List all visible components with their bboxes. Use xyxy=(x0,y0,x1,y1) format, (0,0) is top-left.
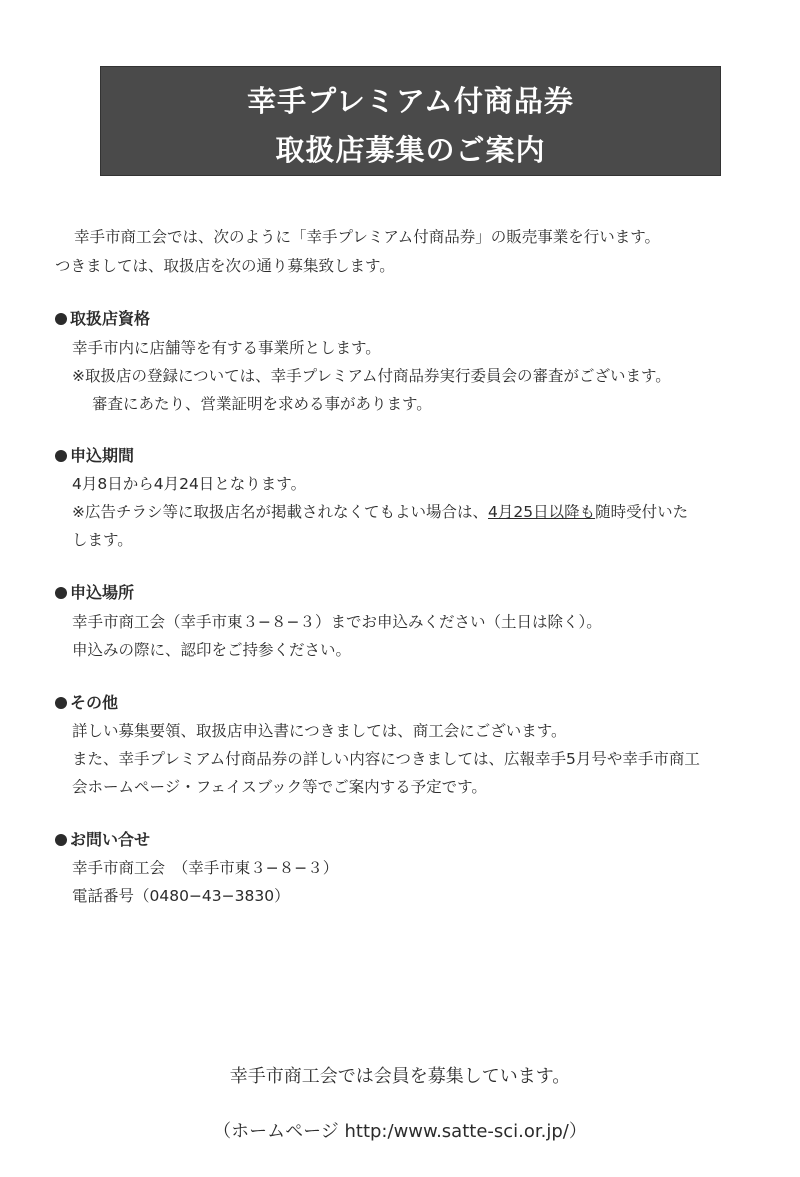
title-banner xyxy=(100,66,721,176)
bullet-icon xyxy=(55,587,67,599)
period-line-2: ※広告チラシ等に取扱店名が掲載されなくてもよい場合は、4月25日以降も随時受付いた xyxy=(72,503,689,521)
intro-line-2: つきましては、取扱店を次の通り募集致します。 xyxy=(55,257,395,275)
bullet-icon xyxy=(55,313,67,325)
section-heading-contact: お問い合せ xyxy=(55,830,150,850)
other-line-2: また、幸手プレミアム付商品券の詳しい内容につきましては、広報幸手5月号や幸手市商工 xyxy=(72,750,700,768)
contact-line-1: 幸手市商工会 （幸手市東３−８−３） xyxy=(72,859,339,877)
section-heading-place: 申込場所 xyxy=(55,583,134,603)
other-line-3: 会ホームページ・フェイスブック等でご案内する予定です。 xyxy=(72,778,487,796)
section-heading-other: その他 xyxy=(55,693,118,713)
period-line-3: します。 xyxy=(72,531,133,549)
place-line-1: 幸手市商工会（幸手市東３−８−３）までお申込みください（土日は除く）。 xyxy=(72,613,602,631)
bullet-icon xyxy=(55,450,67,462)
section-heading-period: 申込期間 xyxy=(55,446,134,466)
footer-homepage: （ホームページ http:/www.satte-sci.or.jp/） xyxy=(213,1121,587,1142)
period-highlight: 4月25日以降も xyxy=(488,503,596,521)
contact-line-2: 電話番号（0480−43−3830） xyxy=(72,887,290,905)
other-line-1: 詳しい募集要領、取扱店申込書につきましては、商工会にございます。 xyxy=(72,722,567,740)
qualification-line-3: 審査にあたり、営業証明を求める事があります。 xyxy=(92,395,432,413)
bullet-icon xyxy=(55,697,67,709)
period-line-1: 4月8日から4月24日となります。 xyxy=(72,475,307,493)
intro-line-1: 幸手市商工会では、次のように「幸手プレミアム付商品券」の販売事業を行います。 xyxy=(74,228,661,246)
title-line-1: 幸手プレミアム付商品券 xyxy=(247,84,574,118)
place-line-2: 申込みの際に、認印をご持参ください。 xyxy=(72,641,352,659)
bullet-icon xyxy=(55,834,67,846)
footer-membership: 幸手市商工会では会員を募集しています。 xyxy=(229,1066,571,1087)
qualification-line-2: ※取扱店の登録については、幸手プレミアム付商品券実行委員会の審査がございます。 xyxy=(72,367,671,385)
section-heading-qualification: 取扱店資格 xyxy=(55,309,150,329)
title-line-2: 取扱店募集のご案内 xyxy=(275,133,546,167)
qualification-line-1: 幸手市内に店舗等を有する事業所とします。 xyxy=(72,339,381,357)
